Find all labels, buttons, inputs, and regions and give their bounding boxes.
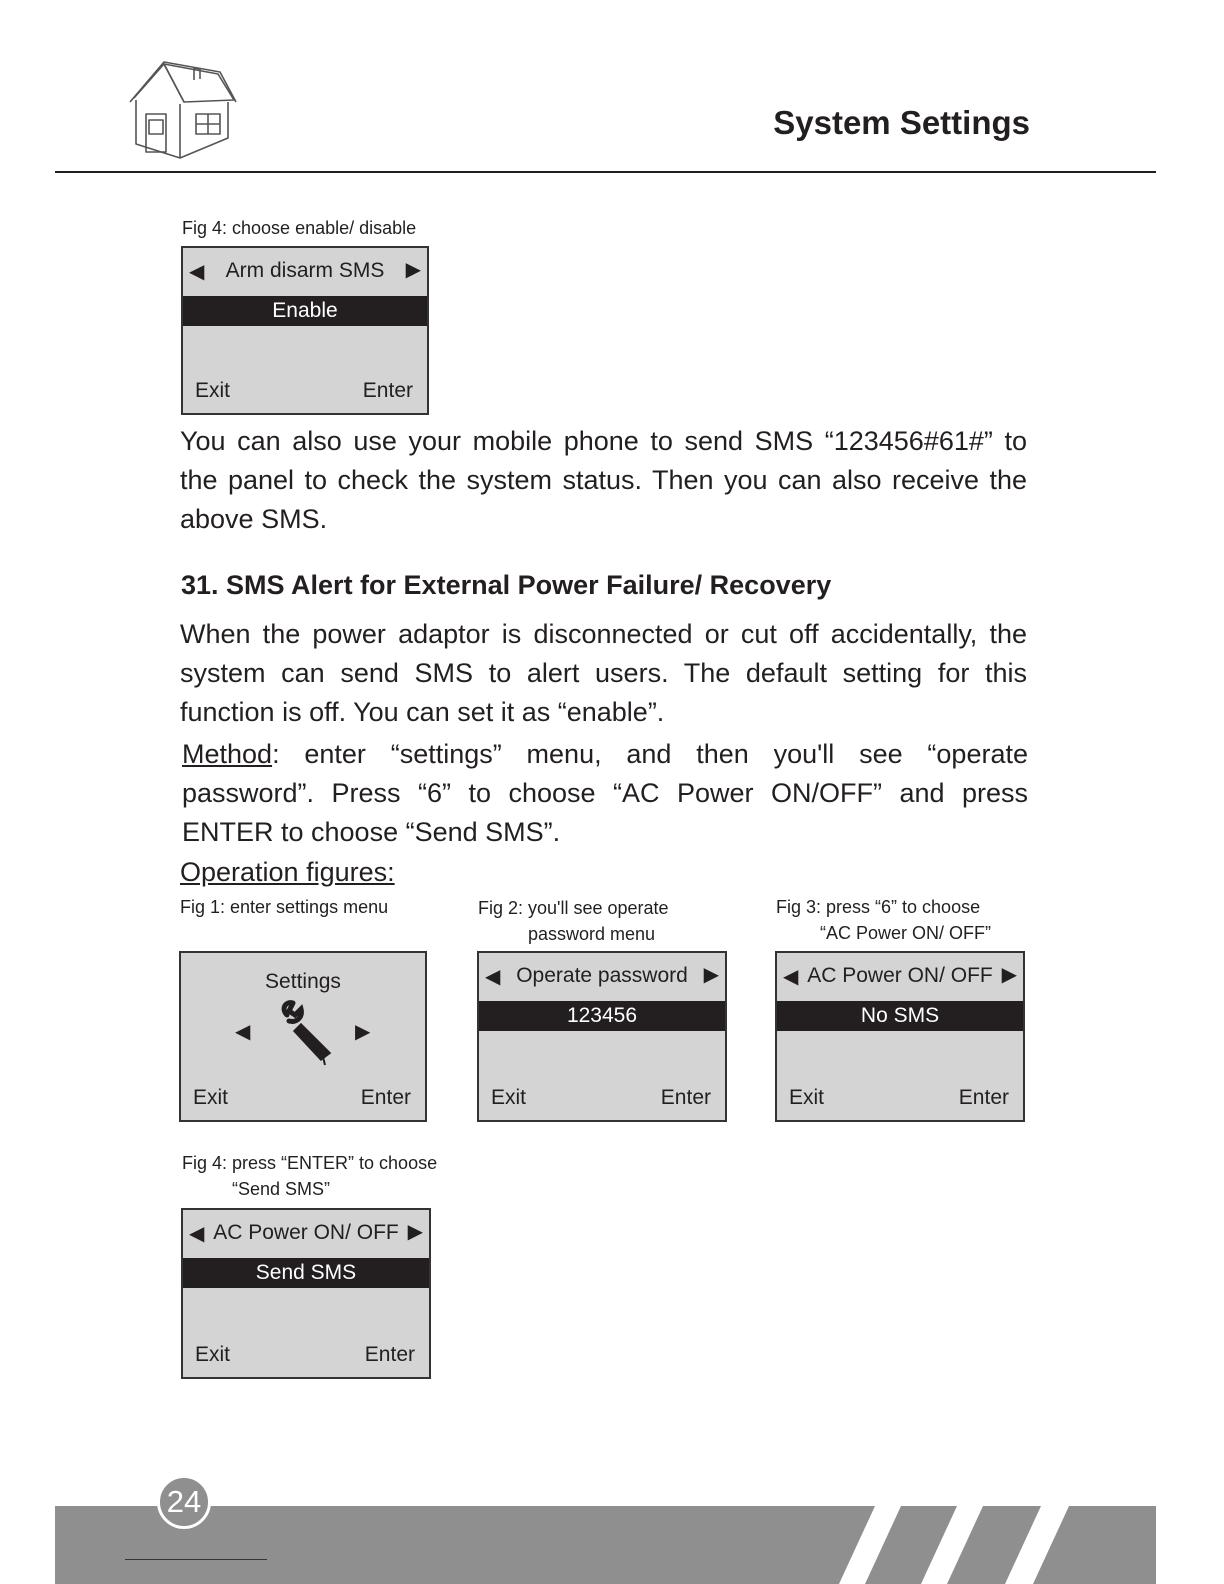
method-label: Method xyxy=(182,739,273,769)
section-heading: 31. SMS Alert for External Power Failure/ Recovery xyxy=(181,570,832,600)
left-arrow-icon: ◀ xyxy=(189,261,205,283)
lcd-title: AC Power ON/ OFF xyxy=(807,964,993,987)
lcd-ac-power-no-sms xyxy=(775,951,1025,1122)
fig1-caption: Fig 1: enter settings menu xyxy=(180,897,389,917)
lcd-title: AC Power ON/ OFF xyxy=(213,1221,399,1244)
method-text: : enter “settings” menu, and then you'll see “operate password”. Press “6” to choose “AC Power ON/OFF” and press ENTER to choose “Send SMS”. xyxy=(182,739,1028,847)
lcd-title: Settings xyxy=(265,970,341,993)
lcd-ac-power-send-sms xyxy=(181,1208,431,1379)
lcd-selected-option: Send SMS xyxy=(183,1258,429,1288)
lcd-enter-softkey: Enter xyxy=(362,379,413,402)
lcd-selected-option: No SMS xyxy=(777,1001,1023,1031)
method-paragraph xyxy=(182,735,1028,852)
fig4-caption: Fig 4: press “ENTER” to choose “Send SMS” xyxy=(182,1153,438,1199)
right-arrow-icon: ▶ xyxy=(407,1221,423,1243)
lcd-arm-disarm-sms xyxy=(181,246,429,415)
lcd-selected-option: 123456 xyxy=(479,1001,725,1031)
left-arrow-icon: ◀ xyxy=(485,966,501,988)
lcd-settings-menu xyxy=(179,951,427,1122)
lcd-exit-softkey: Exit xyxy=(193,1086,229,1109)
lcd-enter-softkey: Enter xyxy=(958,1086,1009,1109)
lcd-enter-softkey: Enter xyxy=(364,1343,415,1366)
footer-link-line xyxy=(125,1559,267,1560)
lcd-exit-softkey: Exit xyxy=(789,1086,825,1109)
right-arrow-icon: ▶ xyxy=(355,1021,371,1043)
operation-figures-label: Operation figures: xyxy=(180,857,395,887)
left-arrow-icon: ◀ xyxy=(783,966,799,988)
right-arrow-icon: ▶ xyxy=(405,259,421,281)
left-arrow-icon: ◀ xyxy=(189,1223,205,1245)
wrench-screwdriver-icon xyxy=(273,999,337,1067)
lcd-title: Arm disarm SMS xyxy=(225,259,385,282)
lcd-exit-softkey: Exit xyxy=(491,1086,527,1109)
lcd-exit-softkey: Exit xyxy=(195,379,231,402)
left-arrow-icon: ◀ xyxy=(235,1021,251,1043)
fig3-caption: Fig 3: press “6” to choose “AC Power ON/ OFF” xyxy=(776,897,992,943)
header-divider xyxy=(55,171,1156,173)
intro-paragraph: You can also use your mobile phone to send SMS “123456#61#” to the panel to check the system status. Then you can also receive the above SMS. xyxy=(180,426,1027,534)
lcd-operate-password xyxy=(477,951,727,1122)
section-description: When the power adaptor is disconnected or cut off accidentally, the system can send SMS to alert users. The default setting for this function is off. You can set it as “enable”. xyxy=(180,619,1027,727)
top-figure-caption: Fig 4: choose enable/ disable xyxy=(182,218,417,238)
footer-bar xyxy=(55,1506,1156,1584)
page-title: System Settings xyxy=(773,104,1030,141)
lcd-title: Operate password xyxy=(516,964,688,987)
page-number: 24 xyxy=(157,1475,211,1529)
lcd-selected-option: Enable xyxy=(183,296,427,326)
lcd-enter-softkey: Enter xyxy=(660,1086,711,1109)
house-logo-icon xyxy=(128,58,238,162)
lcd-enter-softkey: Enter xyxy=(360,1086,411,1109)
fig2-caption: Fig 2: you'll see operate password menu xyxy=(478,898,669,944)
right-arrow-icon: ▶ xyxy=(1001,964,1017,986)
lcd-exit-softkey: Exit xyxy=(195,1343,231,1366)
right-arrow-icon: ▶ xyxy=(703,964,719,986)
